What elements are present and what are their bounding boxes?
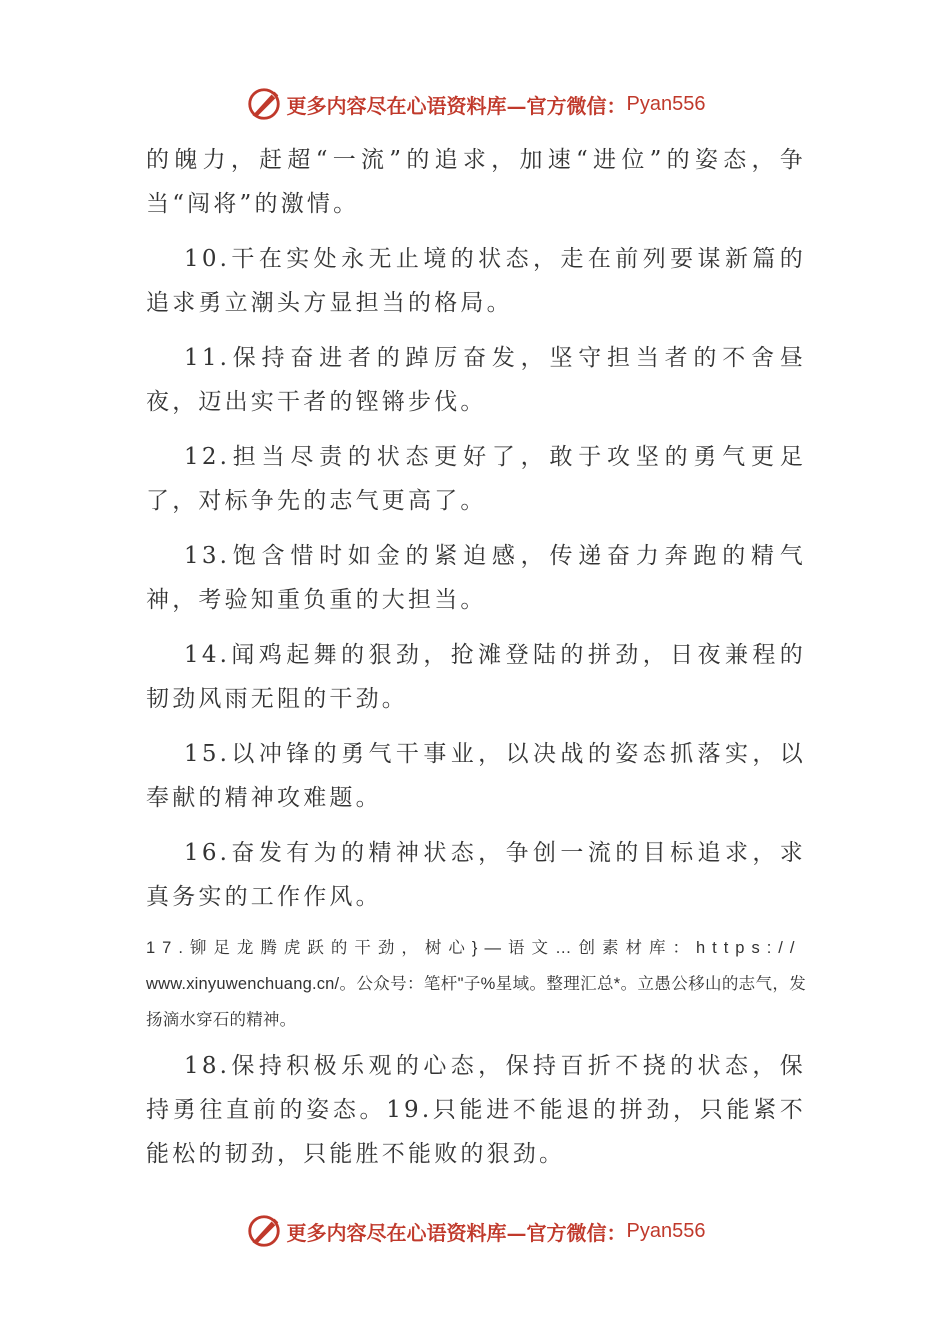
- footer-wechat-id: Pyan556: [626, 1219, 706, 1242]
- paragraph-12: 12.担当尽责的状态更好了，敢于攻坚的勇气更足了，对标争先的志气更高了。: [146, 444, 806, 514]
- footer-brand-text: 更多内容尽在心语资料库—官方微信：: [286, 1220, 627, 1245]
- paragraph-10: 10.干在实处永无止境的状态，走在前列要谋新篇的追求勇立潮头方显担当的格局。: [146, 246, 806, 316]
- paragraph-13: 13.饱含惜时如金的紧迫感，传递奋力奔跑的精气神，考验知重负重的大担当。: [146, 543, 806, 613]
- pen-circle-icon: [245, 1212, 283, 1250]
- paragraph-14: 14.闻鸡起舞的狠劲，抢滩登陆的拼劲，日夜兼程的韧劲风雨无阻的干劲。: [146, 642, 806, 712]
- document-body: [146, 138, 806, 1187]
- paragraph-15: 15.以冲锋的勇气干事业，以决战的姿态抓落实，以奉献的精神攻难题。: [146, 741, 806, 811]
- paragraph-16: 16.奋发有为的精神状态，争创一流的目标追求，求真务实的工作作风。: [146, 840, 806, 910]
- header-wechat-id: Pyan556: [626, 92, 706, 115]
- paragraph-18-19: 18.保持积极乐观的心态，保持百折不挠的状态，保持勇往直前的姿态。19.只能进不能退的拼劲，只能紧不能松的韧劲，只能胜不能败的狠劲。: [146, 1053, 806, 1167]
- header-banner: [0, 82, 950, 126]
- paragraph-continuation: 的魄力，赶超“一流”的追求，加速“进位”的姿态，争当“闯将”的激情。: [146, 147, 806, 217]
- header-brand-text: 更多内容尽在心语资料库—官方微信：: [286, 93, 627, 118]
- pen-circle-icon: [245, 85, 283, 123]
- paragraph-17: [146, 930, 806, 1038]
- footer-banner: [0, 1209, 950, 1253]
- paragraph-11: 11.保持奋进者的踔厉奋发，坚守担当者的不舍昼夜，迈出实干者的铿锵步伐。: [146, 345, 806, 415]
- paragraph-17-tail: www.xinyuwenchuang.cn/。公众号：笔杆"子%星域。整理汇总*。立愚公移山的志气，发扬滴水穿石的精神。: [146, 975, 806, 1029]
- paragraph-17-head: 17.铆足龙腾虎跃的干劲，树心}—语文…创素材库：https://: [146, 939, 802, 957]
